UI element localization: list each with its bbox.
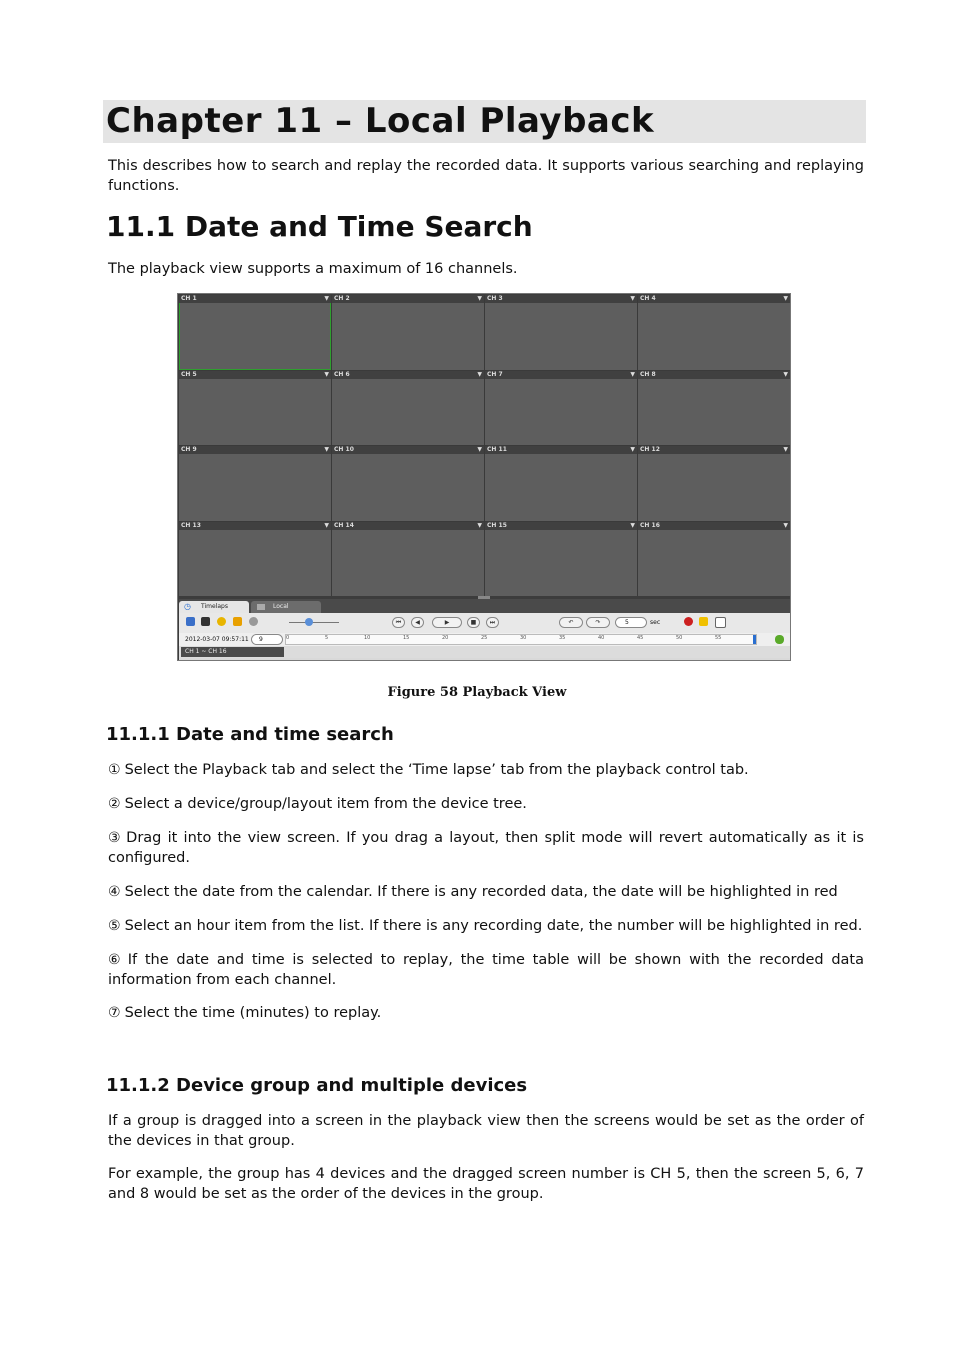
channel-menu-icon[interactable]: ▼ — [630, 370, 635, 378]
ruler-tick: 25 — [481, 635, 488, 641]
channel-label: CH 6 — [334, 370, 350, 378]
channel-tile[interactable] — [638, 295, 790, 370]
channel-label: CH 2 — [334, 295, 350, 302]
channel-tile[interactable] — [485, 446, 637, 521]
step-item — [108, 882, 864, 902]
speed-unit-label: sec — [650, 619, 661, 626]
channel-label: CH 4 — [640, 295, 656, 302]
disk-icon — [257, 604, 265, 610]
channel-menu-icon[interactable]: ▼ — [630, 446, 635, 453]
ruler-tick: 45 — [637, 635, 644, 641]
tab-timelapse[interactable] — [179, 601, 249, 613]
record-icon[interactable] — [684, 617, 693, 626]
step-item — [108, 950, 864, 990]
channel-tile[interactable] — [179, 446, 331, 521]
ruler-tick: 50 — [676, 635, 683, 641]
playback-toolbar — [179, 613, 790, 633]
playback-view-figure — [177, 293, 791, 661]
loop-back-button[interactable]: ↶ — [559, 617, 583, 628]
refresh-icon[interactable] — [775, 635, 784, 644]
channel-menu-icon[interactable]: ▼ — [324, 521, 329, 529]
step-number: ⑤ — [108, 918, 121, 934]
folder-icon[interactable] — [233, 617, 242, 626]
channel-label: CH 16 — [640, 521, 660, 529]
tab-timelapse-label: Timelaps — [201, 603, 228, 610]
ruler-tick: 20 — [442, 635, 449, 641]
skip-end-button[interactable]: ⏭ — [486, 617, 499, 628]
ruler-tick: 15 — [403, 635, 410, 641]
bookmark-add-icon[interactable] — [217, 617, 226, 626]
channel-tile[interactable] — [485, 522, 637, 597]
zoom-icon[interactable] — [249, 617, 258, 626]
step-text: Drag it into the view screen. If you drag a layout, then split mode will revert automatically as it is configured. — [108, 830, 864, 866]
channel-label: CH 12 — [640, 446, 660, 453]
channel-menu-icon[interactable]: ▼ — [783, 295, 788, 302]
step-item — [108, 916, 864, 936]
export-icon[interactable] — [715, 617, 726, 628]
ruler-tick: 5 — [325, 635, 329, 641]
step-number: ③ — [108, 830, 123, 846]
subsection-title-2: 11.1.2 Device group and multiple devices — [106, 1075, 528, 1096]
channel-tile[interactable] — [332, 522, 484, 597]
step-text: If the date and time is selected to replay, the time table will be shown with the recorded data information from each channel. — [108, 952, 864, 988]
ruler-tick: 30 — [520, 635, 527, 641]
channel-label: CH 8 — [640, 370, 656, 378]
save-icon[interactable] — [201, 617, 210, 626]
time-ruler[interactable] — [285, 634, 757, 645]
channel-menu-icon[interactable]: ▼ — [324, 295, 329, 302]
channel-range-label[interactable]: CH 1 ~ CH 16 — [181, 647, 284, 657]
step-item — [108, 794, 864, 814]
timeline-row — [179, 633, 790, 646]
star-icon[interactable] — [699, 617, 708, 626]
channel-menu-icon[interactable]: ▼ — [630, 521, 635, 529]
step-text: Select the Playback tab and select the ‘Time lapse’ tab from the playback control tab. — [124, 762, 749, 778]
hour-select[interactable]: 9 — [251, 634, 283, 645]
step-back-button[interactable]: ◀ — [411, 617, 424, 628]
channel-tile[interactable] — [332, 371, 484, 446]
channel-menu-icon[interactable]: ▼ — [783, 521, 788, 529]
tab-local[interactable] — [251, 601, 321, 613]
current-datetime: 2012-03-07 09:57:11 — [185, 636, 249, 643]
channel-label: CH 11 — [487, 446, 507, 453]
ruler-tick: 0 — [286, 635, 290, 641]
stop-button[interactable]: ■ — [467, 617, 480, 628]
ruler-tick: 10 — [364, 635, 371, 641]
channel-menu-icon[interactable]: ▼ — [477, 521, 482, 529]
channel-tile[interactable] — [332, 446, 484, 521]
calendar-icon[interactable] — [186, 617, 195, 626]
channel-tile[interactable] — [485, 295, 637, 370]
skip-start-button[interactable]: ⏮ — [392, 617, 405, 628]
channel-menu-icon[interactable]: ▼ — [630, 295, 635, 302]
intro-paragraph: This describes how to search and replay the recorded data. It supports various searching and replaying functions. — [108, 158, 864, 194]
clock-icon: ◷ — [184, 602, 191, 611]
step-number: ① — [108, 762, 121, 778]
channel-menu-icon[interactable]: ▼ — [324, 446, 329, 453]
step-number: ⑦ — [108, 1005, 121, 1021]
step-item — [108, 828, 864, 868]
step-item — [108, 1003, 864, 1023]
speed-slider[interactable] — [289, 622, 339, 623]
channel-label: CH 3 — [487, 295, 503, 302]
control-tabs — [179, 599, 790, 613]
step-text: Select the date from the calendar. If there is any recorded data, the date will be highlighted in red — [124, 884, 838, 900]
ruler-tick: 35 — [559, 635, 566, 641]
channel-tile[interactable] — [332, 295, 484, 370]
step-number: ② — [108, 796, 121, 812]
step-number: ④ — [108, 884, 121, 900]
ruler-tick: 55 — [715, 635, 722, 641]
channel-label: CH 5 — [181, 370, 197, 378]
channel-label: CH 14 — [334, 521, 354, 529]
channel-label: CH 10 — [334, 446, 354, 453]
step-number: ⑥ — [108, 952, 124, 968]
step-text: Select the time (minutes) to replay. — [124, 1005, 382, 1021]
channel-label: CH 1 — [181, 295, 197, 302]
channel-menu-icon[interactable]: ▼ — [783, 446, 788, 453]
chapter-title: Chapter 11 – Local Playback — [106, 101, 655, 141]
section-text: The playback view supports a maximum of 16 channels. — [108, 261, 518, 277]
playback-control-panel — [179, 599, 790, 660]
channel-menu-icon[interactable]: ▼ — [783, 370, 788, 378]
speed-interval-select[interactable]: 5 — [615, 617, 647, 628]
channel-tile[interactable] — [179, 522, 331, 597]
speed-slider-thumb[interactable] — [305, 618, 313, 626]
channel-label: CH 15 — [487, 521, 507, 529]
tab-local-label: Local — [273, 603, 289, 610]
channel-range-row — [179, 646, 790, 658]
play-button[interactable]: ▶ — [432, 617, 462, 628]
channel-tile[interactable] — [485, 371, 637, 446]
channel-menu-icon[interactable]: ▼ — [477, 295, 482, 302]
channel-tile[interactable] — [179, 295, 331, 370]
step-text: Select a device/group/layout item from the device tree. — [124, 796, 527, 812]
channel-label: CH 9 — [181, 446, 197, 453]
channel-tile[interactable] — [638, 522, 790, 597]
step-text: Select an hour item from the list. If there is any recording date, the number will be highlighted in red. — [124, 918, 863, 934]
channel-label: CH 7 — [487, 370, 503, 378]
channel-menu-icon[interactable]: ▼ — [477, 446, 482, 453]
channel-menu-icon[interactable]: ▼ — [477, 370, 482, 378]
ruler-tick: 40 — [598, 635, 605, 641]
channel-tile[interactable] — [179, 371, 331, 446]
group-paragraph-1: If a group is dragged into a screen in the playback view then the screens would be set as the order of the devices in that group. — [108, 1113, 864, 1149]
channel-tile[interactable] — [638, 371, 790, 446]
channel-tile[interactable] — [638, 446, 790, 521]
chapter-title-bar — [103, 100, 866, 143]
loop-forward-button[interactable]: ↷ — [586, 617, 610, 628]
channel-menu-icon[interactable]: ▼ — [324, 370, 329, 378]
channel-grid — [179, 295, 790, 596]
step-item — [108, 760, 864, 780]
channel-label: CH 13 — [181, 521, 201, 529]
playhead-marker[interactable] — [753, 635, 756, 644]
subsection-title-1: 11.1.1 Date and time search — [106, 724, 394, 745]
group-paragraph-2: For example, the group has 4 devices and the dragged screen number is CH 5, then the screen 5, 6, 7 and 8 would be set as the order of the devices in the group. — [108, 1166, 864, 1202]
figure-caption: Figure 58 Playback View — [387, 685, 567, 700]
section-title: 11.1 Date and Time Search — [106, 210, 533, 243]
